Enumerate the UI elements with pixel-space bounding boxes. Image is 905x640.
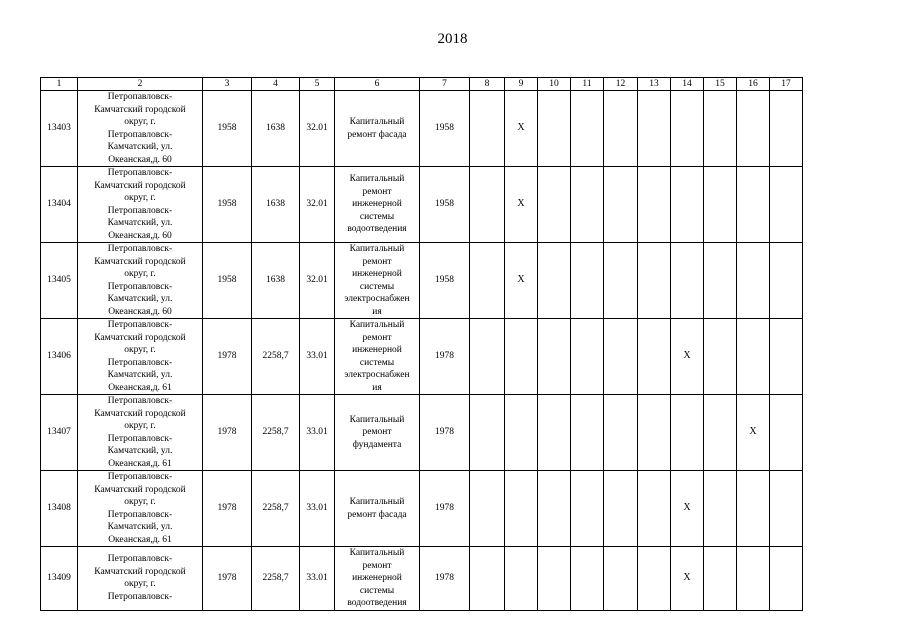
table-cell xyxy=(671,243,704,319)
table-cell: 2258,7 xyxy=(252,547,300,611)
table-row xyxy=(41,243,803,319)
table-cell: 1958 xyxy=(203,91,252,167)
table-cell: 1978 xyxy=(420,547,470,611)
table-cell xyxy=(638,471,671,547)
column-header-11: 11 xyxy=(571,78,604,91)
table-cell xyxy=(505,471,538,547)
work-type-cell: Капитальный ремонт инженерной системы электроснабжен ия xyxy=(335,243,420,319)
column-header-8: 8 xyxy=(470,78,505,91)
mark-cell: X xyxy=(671,547,704,611)
table-cell: 1978 xyxy=(420,319,470,395)
column-header-6: 6 xyxy=(335,78,420,91)
table-cell: 2258,7 xyxy=(252,395,300,471)
table-cell xyxy=(505,395,538,471)
row-number-cell: 13403 xyxy=(41,91,78,167)
table-cell xyxy=(505,547,538,611)
table-cell xyxy=(770,319,803,395)
table-cell xyxy=(638,243,671,319)
table-header-row xyxy=(41,78,803,91)
table-cell: 1958 xyxy=(420,167,470,243)
table-cell xyxy=(704,243,737,319)
column-header-16: 16 xyxy=(737,78,770,91)
table-cell xyxy=(704,471,737,547)
table-cell: 1638 xyxy=(252,167,300,243)
table-cell xyxy=(604,547,638,611)
table-cell xyxy=(770,243,803,319)
table-cell xyxy=(604,319,638,395)
column-header-4: 4 xyxy=(252,78,300,91)
row-number-cell: 13408 xyxy=(41,471,78,547)
table-cell: 1978 xyxy=(420,471,470,547)
table-cell: 1978 xyxy=(203,471,252,547)
table-cell xyxy=(737,471,770,547)
row-number-cell: 13405 xyxy=(41,243,78,319)
table-cell xyxy=(571,395,604,471)
table-cell: 32.01 xyxy=(300,167,335,243)
table-cell: 33.01 xyxy=(300,471,335,547)
table-cell xyxy=(604,471,638,547)
table-cell xyxy=(770,167,803,243)
table-cell xyxy=(704,547,737,611)
row-number-cell: 13407 xyxy=(41,395,78,471)
table-row xyxy=(41,167,803,243)
table-cell: 32.01 xyxy=(300,243,335,319)
table-cell xyxy=(737,91,770,167)
table-cell: 33.01 xyxy=(300,547,335,611)
table-cell xyxy=(538,395,571,471)
column-header-17: 17 xyxy=(770,78,803,91)
table-cell xyxy=(538,243,571,319)
table-cell: 1638 xyxy=(252,243,300,319)
address-cell: Петропавловск- Камчатский городской округ, г. Петропавловск- Камчатский, ул. Океанская,д. 61 xyxy=(78,471,203,547)
table-cell: 2258,7 xyxy=(252,319,300,395)
mark-cell: X xyxy=(505,91,538,167)
table-cell: 33.01 xyxy=(300,395,335,471)
table-cell xyxy=(638,91,671,167)
table-cell xyxy=(571,243,604,319)
table-cell: 1978 xyxy=(203,395,252,471)
work-type-cell: Капитальный ремонт инженерной системы водоотведения xyxy=(335,547,420,611)
table-cell xyxy=(470,471,505,547)
work-type-cell: Капитальный ремонт инженерной системы электроснабжен ия xyxy=(335,319,420,395)
table-cell xyxy=(770,471,803,547)
table-cell xyxy=(538,547,571,611)
table-cell xyxy=(470,319,505,395)
address-cell: Петропавловск- Камчатский городской округ, г. Петропавловск- Камчатский, ул. Океанская,д. 61 xyxy=(78,319,203,395)
column-header-5: 5 xyxy=(300,78,335,91)
column-header-9: 9 xyxy=(505,78,538,91)
mark-cell: X xyxy=(505,243,538,319)
table-cell xyxy=(470,547,505,611)
table-cell xyxy=(571,547,604,611)
work-type-cell: Капитальный ремонт фундамента xyxy=(335,395,420,471)
table-cell xyxy=(671,91,704,167)
column-header-7: 7 xyxy=(420,78,470,91)
address-cell: Петропавловск- Камчатский городской округ, г. Петропавловск- Камчатский, ул. Океанская,д. 60 xyxy=(78,167,203,243)
table-cell xyxy=(470,91,505,167)
table-cell xyxy=(737,167,770,243)
table-row xyxy=(41,319,803,395)
table-cell xyxy=(704,395,737,471)
column-header-12: 12 xyxy=(604,78,638,91)
address-cell: Петропавловск- Камчатский городской округ, г. Петропавловск- Камчатский, ул. Океанская,д. 60 xyxy=(78,243,203,319)
table-cell xyxy=(737,243,770,319)
row-number-cell: 13406 xyxy=(41,319,78,395)
table-cell xyxy=(470,243,505,319)
mark-cell: X xyxy=(737,395,770,471)
row-number-cell: 13404 xyxy=(41,167,78,243)
table-cell xyxy=(638,319,671,395)
table-cell xyxy=(538,91,571,167)
table-row xyxy=(41,547,803,611)
table-cell: 32.01 xyxy=(300,91,335,167)
work-type-cell: Капитальный ремонт фасада xyxy=(335,91,420,167)
table-cell: 1638 xyxy=(252,91,300,167)
table-row xyxy=(41,91,803,167)
table-cell xyxy=(470,167,505,243)
table-row xyxy=(41,395,803,471)
column-header-14: 14 xyxy=(671,78,704,91)
table-cell xyxy=(638,167,671,243)
work-type-cell: Капитальный ремонт фасада xyxy=(335,471,420,547)
table-row xyxy=(41,471,803,547)
table-cell: 1978 xyxy=(203,547,252,611)
column-header-1: 1 xyxy=(41,78,78,91)
table-cell xyxy=(770,91,803,167)
table-cell xyxy=(704,319,737,395)
column-header-15: 15 xyxy=(704,78,737,91)
table-cell xyxy=(737,319,770,395)
table-cell xyxy=(638,395,671,471)
row-number-cell: 13409 xyxy=(41,547,78,611)
table-cell xyxy=(638,547,671,611)
table-cell: 1978 xyxy=(420,395,470,471)
table-cell xyxy=(571,167,604,243)
table-cell xyxy=(704,167,737,243)
table-cell: 1958 xyxy=(203,243,252,319)
registry-table xyxy=(40,77,803,611)
table-cell xyxy=(538,319,571,395)
page-title: 2018 xyxy=(437,31,468,47)
mark-cell: X xyxy=(671,471,704,547)
table-cell: 1958 xyxy=(420,243,470,319)
address-cell: Петропавловск- Камчатский городской округ, г. Петропавловск- Камчатский, ул. Океанская,д. 60 xyxy=(78,91,203,167)
table-cell: 2258,7 xyxy=(252,471,300,547)
address-cell: Петропавловск- Камчатский городской округ, г. Петропавловск- xyxy=(78,547,203,611)
table-cell xyxy=(571,319,604,395)
column-header-2: 2 xyxy=(78,78,203,91)
table-cell: 33.01 xyxy=(300,319,335,395)
table-cell: 1978 xyxy=(203,319,252,395)
mark-cell: X xyxy=(671,319,704,395)
table-cell xyxy=(704,91,737,167)
table-body xyxy=(41,91,803,611)
table-cell xyxy=(538,471,571,547)
mark-cell: X xyxy=(505,167,538,243)
column-header-3: 3 xyxy=(203,78,252,91)
table-cell xyxy=(770,395,803,471)
table-cell xyxy=(737,547,770,611)
table-cell xyxy=(770,547,803,611)
table-cell xyxy=(604,91,638,167)
table-cell: 1958 xyxy=(203,167,252,243)
column-header-10: 10 xyxy=(538,78,571,91)
table-cell xyxy=(604,395,638,471)
table-cell xyxy=(604,243,638,319)
table-cell: 1958 xyxy=(420,91,470,167)
table-cell xyxy=(671,395,704,471)
work-type-cell: Капитальный ремонт инженерной системы водоотведения xyxy=(335,167,420,243)
table-cell xyxy=(671,167,704,243)
table-cell xyxy=(571,471,604,547)
table-cell xyxy=(571,91,604,167)
address-cell: Петропавловск- Камчатский городской округ, г. Петропавловск- Камчатский, ул. Океанская,д. 61 xyxy=(78,395,203,471)
column-header-13: 13 xyxy=(638,78,671,91)
table-cell xyxy=(505,319,538,395)
table-cell xyxy=(538,167,571,243)
table-cell xyxy=(604,167,638,243)
table-cell xyxy=(470,395,505,471)
